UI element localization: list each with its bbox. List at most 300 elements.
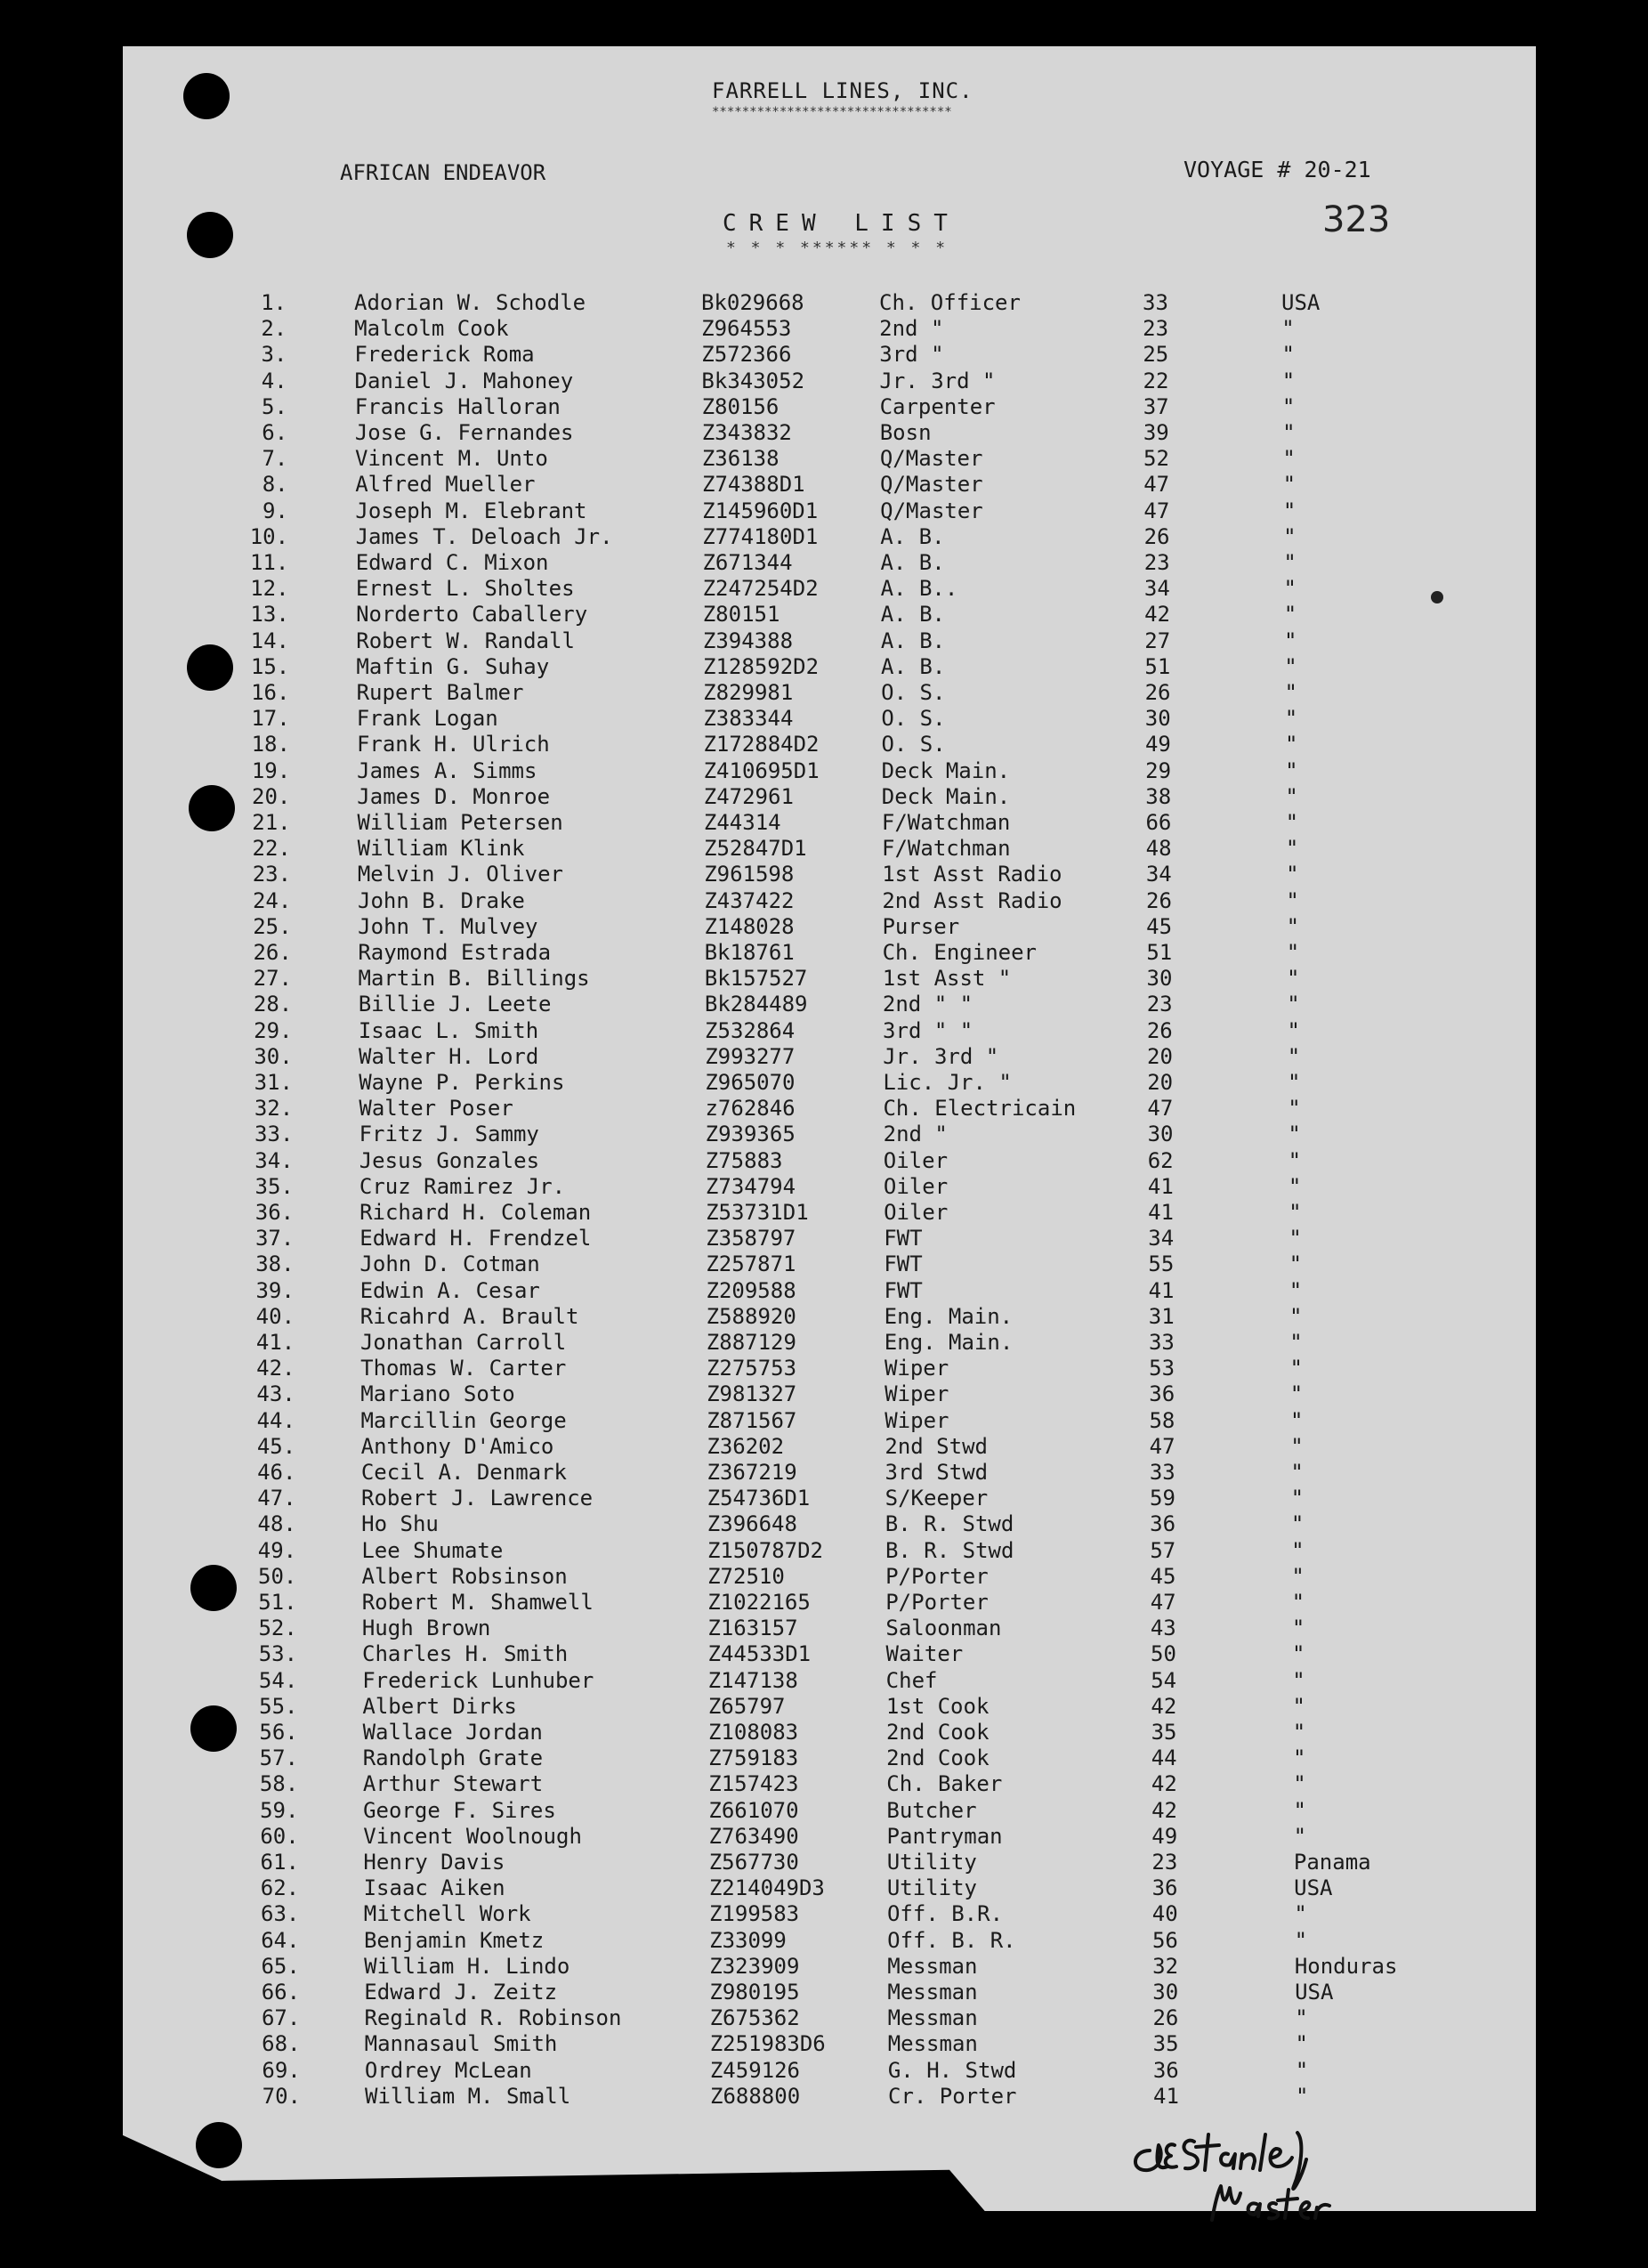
crew-nationality: " xyxy=(1290,1460,1304,1485)
crew-rating: Deck Main. xyxy=(881,757,1011,783)
crew-age: 34 xyxy=(1148,1226,1175,1251)
crew-name: Robert W. Randall xyxy=(356,628,575,653)
crew-rating: Q/Master xyxy=(880,472,983,498)
crew-book-no: Z80156 xyxy=(701,393,780,419)
crew-book-no: Bk029668 xyxy=(701,290,804,315)
crew-number: 49. xyxy=(257,1537,297,1563)
crew-name: William H. Lindo xyxy=(364,1953,570,1979)
crew-book-no: Z1022165 xyxy=(707,1590,811,1615)
crew-book-no: Z65797 xyxy=(707,1693,786,1719)
crew-nationality: " xyxy=(1283,523,1297,549)
crew-number: 4. xyxy=(261,368,287,393)
crew-book-no: Z394388 xyxy=(702,628,794,653)
table-row xyxy=(0,1798,1648,1824)
table-row xyxy=(0,1641,1648,1667)
crew-number: 29. xyxy=(254,1017,293,1043)
punch-hole xyxy=(183,73,230,119)
table-row xyxy=(0,498,1648,524)
crew-age: 35 xyxy=(1152,2031,1179,2057)
crew-nationality: " xyxy=(1284,680,1297,705)
crew-book-no: Z257871 xyxy=(706,1251,796,1277)
crew-book-no: Z214049D3 xyxy=(708,1875,825,1901)
crew-name: Anthony D'Amico xyxy=(360,1433,554,1459)
crew-nationality: " xyxy=(1289,1226,1302,1251)
crew-book-no: Z887129 xyxy=(706,1330,796,1355)
crew-rating: Oiler xyxy=(883,1173,949,1199)
crew-name: William M. Small xyxy=(365,2083,571,2109)
crew-age: 33 xyxy=(1143,290,1168,315)
crew-number: 19. xyxy=(251,757,291,783)
table-row xyxy=(0,446,1648,472)
table-row xyxy=(0,836,1648,862)
crew-nationality: " xyxy=(1283,576,1297,602)
crew-number: 40. xyxy=(255,1303,295,1329)
crew-number: 2. xyxy=(261,316,287,342)
crew-book-no: Z147138 xyxy=(707,1667,798,1693)
crew-age: 26 xyxy=(1143,523,1170,549)
crew-nationality: " xyxy=(1284,653,1297,679)
crew-book-no: Z437422 xyxy=(704,887,795,913)
crew-number: 46. xyxy=(257,1460,296,1485)
table-row xyxy=(0,369,1648,394)
crew-rating: 2nd Cook xyxy=(885,1720,990,1745)
crew-nationality: " xyxy=(1281,342,1295,368)
crew-number: 60. xyxy=(260,1823,299,1849)
crew-age: 41 xyxy=(1147,1173,1174,1199)
crew-name: Frank H. Ulrich xyxy=(356,732,550,757)
master-signature xyxy=(1123,2115,1426,2222)
crew-age: 59 xyxy=(1150,1486,1175,1511)
crew-rating: Messman xyxy=(887,1980,978,2005)
crew-rating: A. B. xyxy=(881,653,946,679)
crew-nationality: " xyxy=(1289,1251,1303,1277)
crew-age: 62 xyxy=(1147,1147,1174,1173)
crew-book-no: Z734794 xyxy=(705,1173,796,1199)
crew-name: William Klink xyxy=(357,836,525,862)
crew-book-no: Z774180D1 xyxy=(702,523,819,549)
crew-book-no: Z532864 xyxy=(705,1017,796,1043)
crew-book-no: z762846 xyxy=(705,1096,796,1122)
table-row xyxy=(0,420,1648,446)
crew-age: 34 xyxy=(1143,576,1170,602)
crew-age: 26 xyxy=(1152,2005,1179,2031)
crew-book-no: Z688800 xyxy=(710,2083,801,2109)
crew-age: 33 xyxy=(1148,1330,1175,1355)
crew-age: 38 xyxy=(1145,783,1172,809)
crew-age: 58 xyxy=(1149,1407,1175,1433)
crew-name: Jonathan Carroll xyxy=(359,1330,567,1355)
table-row xyxy=(0,576,1648,602)
crew-name: Billie J. Leete xyxy=(358,992,552,1017)
crew-rating: 2nd Asst Radio xyxy=(882,887,1062,913)
crew-rating: Wiper xyxy=(885,1381,949,1407)
crew-name: Walter Poser xyxy=(359,1096,513,1122)
crew-name: Vincent Woolnough xyxy=(363,1823,582,1849)
crew-name: Edward C. Mixon xyxy=(355,550,549,575)
crew-nationality: Honduras xyxy=(1294,1953,1398,1979)
table-row xyxy=(0,1875,1648,1901)
crew-number: 50. xyxy=(258,1563,297,1589)
table-row xyxy=(0,1278,1648,1304)
crew-number: 10. xyxy=(249,523,289,549)
crew-name: Reginald R. Robinson xyxy=(364,2005,622,2031)
crew-nationality: " xyxy=(1294,1901,1307,1927)
crew-nationality: " xyxy=(1292,1746,1306,1771)
crew-number: 63. xyxy=(261,1901,300,1927)
crew-number: 26. xyxy=(253,940,292,965)
crew-book-no: Z199583 xyxy=(708,1901,800,1927)
crew-age: 49 xyxy=(1151,1823,1178,1849)
crew-nationality: " xyxy=(1292,1641,1305,1667)
crew-name: Joseph M. Elebrant xyxy=(355,498,587,523)
crew-nationality: " xyxy=(1296,2083,1309,2109)
crew-book-no: Z52847D1 xyxy=(704,836,807,862)
crew-nationality: " xyxy=(1289,1407,1304,1433)
crew-nationality: " xyxy=(1288,1096,1301,1122)
crew-nationality: " xyxy=(1287,966,1300,992)
crew-number: 20. xyxy=(252,783,291,809)
crew-age: 42 xyxy=(1151,1693,1177,1719)
crew-name: John T. Mulvey xyxy=(358,913,538,939)
crew-number: 54. xyxy=(258,1667,298,1693)
crew-name: Marcillin George xyxy=(360,1407,567,1433)
crew-name: Mariano Soto xyxy=(360,1381,515,1407)
crew-book-no: Z75883 xyxy=(705,1147,783,1173)
crew-name: Isaac L. Smith xyxy=(358,1017,539,1043)
crew-age: 23 xyxy=(1146,992,1173,1017)
crew-number: 35. xyxy=(254,1173,294,1199)
crew-rating: Q/Master xyxy=(879,446,983,472)
crew-number: 9. xyxy=(262,498,288,523)
table-row xyxy=(0,1434,1648,1460)
crew-nationality: " xyxy=(1285,757,1298,783)
crew-age: 20 xyxy=(1147,1043,1173,1069)
crew-nationality: " xyxy=(1293,1823,1307,1849)
crew-age: 47 xyxy=(1149,1433,1175,1459)
crew-number: 33. xyxy=(254,1122,294,1147)
crew-book-no: Z588920 xyxy=(706,1303,796,1329)
crew-name: Benjamin Kmetz xyxy=(363,1927,545,1953)
crew-nationality: " xyxy=(1289,1303,1303,1329)
crew-number: 14. xyxy=(250,628,289,653)
table-row xyxy=(0,654,1648,680)
crew-book-no: Z871567 xyxy=(707,1407,797,1433)
crew-nationality: " xyxy=(1289,1381,1304,1407)
crew-age: 52 xyxy=(1143,446,1169,472)
crew-number: 44. xyxy=(256,1407,295,1433)
crew-age: 22 xyxy=(1143,368,1169,393)
crew-book-no: Z829981 xyxy=(703,680,794,705)
crew-number: 64. xyxy=(261,1927,300,1953)
company-underline: ******************************** xyxy=(712,105,952,119)
crew-age: 36 xyxy=(1151,1875,1178,1901)
crew-age: 20 xyxy=(1147,1070,1174,1095)
crew-rating: Purser xyxy=(882,913,960,939)
crew-age: 45 xyxy=(1146,913,1173,939)
crew-name: Edward J. Zeitz xyxy=(364,1980,558,2005)
crew-rating: Wiper xyxy=(885,1407,949,1433)
table-row xyxy=(0,1251,1648,1277)
table-row xyxy=(0,732,1648,757)
crew-rating: Eng. Main. xyxy=(884,1330,1014,1355)
crew-age: 44 xyxy=(1151,1746,1177,1771)
table-row xyxy=(0,290,1648,316)
crew-number: 15. xyxy=(250,653,290,679)
crew-nationality: USA xyxy=(1294,1875,1333,1901)
crew-number: 36. xyxy=(254,1200,295,1225)
crew-age: 49 xyxy=(1144,732,1171,757)
crew-book-no: Z148028 xyxy=(704,913,795,939)
crew-nationality: " xyxy=(1289,1330,1303,1355)
crew-name: Charles H. Smith xyxy=(362,1641,569,1667)
crew-number: 41. xyxy=(255,1330,295,1355)
crew-number: 3. xyxy=(261,342,287,368)
crew-name: Adorian W. Schodle xyxy=(354,290,586,315)
crew-nationality: " xyxy=(1293,1797,1306,1823)
crew-nationality: " xyxy=(1281,368,1296,393)
table-row xyxy=(0,940,1648,966)
voyage-number: VOYAGE # 20-21 xyxy=(1183,157,1371,182)
crew-book-no: Z358797 xyxy=(706,1226,796,1251)
crew-book-no: Z80151 xyxy=(702,602,780,628)
crew-rating: A. B. xyxy=(880,602,945,628)
crew-number: 16. xyxy=(251,680,290,705)
crew-book-no: Z44314 xyxy=(703,810,781,835)
crew-book-no: Z36138 xyxy=(701,446,780,472)
crew-rating: Oiler xyxy=(884,1200,949,1225)
crew-nationality: " xyxy=(1291,1537,1305,1563)
crew-rating: Jr. 3rd " xyxy=(883,1043,999,1069)
crew-number: 56. xyxy=(259,1720,298,1745)
crew-book-no: Z54736D1 xyxy=(707,1486,811,1511)
crew-age: 41 xyxy=(1148,1200,1174,1225)
crew-rating: FWT xyxy=(884,1226,923,1251)
crew-nationality: " xyxy=(1292,1720,1306,1745)
table-row xyxy=(0,914,1648,940)
crew-name: Jose G. Fernandes xyxy=(354,420,574,445)
table-row xyxy=(0,316,1648,342)
crew-name: Richard H. Coleman xyxy=(359,1200,592,1225)
crew-number: 30. xyxy=(254,1043,293,1069)
crew-number: 52. xyxy=(258,1616,297,1641)
crew-nationality: " xyxy=(1291,1616,1305,1641)
crew-name: Mitchell Work xyxy=(363,1901,531,1927)
crew-nationality: " xyxy=(1292,1667,1305,1693)
crew-number: 61. xyxy=(260,1850,299,1875)
crew-book-no: Bk18761 xyxy=(704,940,795,965)
company-name: FARRELL LINES, INC. xyxy=(712,78,973,103)
crew-rating: 2nd " " xyxy=(882,992,973,1017)
crew-nationality: " xyxy=(1285,783,1298,809)
table-row xyxy=(0,1018,1648,1044)
page-title: CREW LIST xyxy=(723,210,960,237)
crew-name: Rupert Balmer xyxy=(356,680,524,705)
crew-name: Martin B. Billings xyxy=(358,966,590,992)
crew-age: 30 xyxy=(1146,966,1173,992)
table-row xyxy=(0,1486,1648,1511)
crew-rating: Off. B.R. xyxy=(886,1901,1004,1927)
crew-name: John D. Cotman xyxy=(359,1251,540,1277)
crew-rating: Ch. Baker xyxy=(886,1771,1003,1797)
crew-nationality: " xyxy=(1284,732,1298,757)
table-row xyxy=(0,1044,1648,1070)
table-row xyxy=(0,394,1648,420)
crew-age: 57 xyxy=(1150,1537,1176,1563)
table-row xyxy=(0,1980,1648,2005)
crew-name: Edwin A. Cesar xyxy=(359,1277,540,1303)
crew-rating: Butcher xyxy=(886,1797,977,1823)
crew-rating: F/Watchman xyxy=(881,810,1011,835)
crew-nationality: " xyxy=(1282,446,1296,472)
crew-age: 51 xyxy=(1146,940,1173,965)
crew-name: James D. Monroe xyxy=(357,783,551,809)
crew-nationality: USA xyxy=(1295,1980,1334,2005)
punch-hole xyxy=(187,212,233,258)
crew-name: George F. Sires xyxy=(363,1797,556,1823)
crew-name: Henry Davis xyxy=(363,1850,505,1875)
crew-name: Robert J. Lawrence xyxy=(361,1486,594,1511)
crew-number: 47. xyxy=(257,1486,296,1511)
crew-name: Daniel J. Mahoney xyxy=(354,368,574,393)
crew-number: 1. xyxy=(261,290,287,315)
table-row xyxy=(0,1824,1648,1850)
crew-name: Thomas W. Carter xyxy=(360,1356,567,1381)
crew-book-no: Z108083 xyxy=(707,1720,799,1745)
crew-number: 22. xyxy=(252,836,291,862)
table-row xyxy=(0,1460,1648,1486)
table-row xyxy=(0,1304,1648,1330)
crew-book-no: Z33099 xyxy=(709,1927,787,1953)
crew-rating: Carpenter xyxy=(879,393,996,419)
crew-age: 47 xyxy=(1143,498,1170,523)
table-row xyxy=(0,550,1648,576)
crew-name: Jesus Gonzales xyxy=(359,1147,540,1173)
crew-rating: Lic. Jr. " xyxy=(883,1070,1012,1095)
crew-name: Ordrey McLean xyxy=(364,2057,532,2083)
crew-age: 56 xyxy=(1151,1927,1178,1953)
crew-book-no: Z763490 xyxy=(708,1823,799,1849)
table-row xyxy=(0,1771,1648,1797)
crew-rating: G. H. Stwd xyxy=(887,2057,1017,2083)
table-row xyxy=(0,1746,1648,1771)
table-row xyxy=(0,1226,1648,1251)
crew-name: Randolph Grate xyxy=(362,1746,544,1771)
crew-number: 21. xyxy=(252,810,291,835)
table-row xyxy=(0,602,1648,628)
crew-book-no: Z981327 xyxy=(707,1381,797,1407)
table-row xyxy=(0,1720,1648,1746)
crew-book-no: Z72510 xyxy=(707,1563,785,1589)
crew-nationality: " xyxy=(1287,992,1300,1017)
crew-rating: O. S. xyxy=(881,706,946,732)
crew-rating: 2nd " xyxy=(883,1122,948,1147)
crew-number: 39. xyxy=(255,1277,295,1303)
crew-nationality: " xyxy=(1295,2057,1309,2083)
crew-number: 58. xyxy=(259,1771,299,1797)
crew-rating: F/Watchman xyxy=(882,836,1011,862)
crew-rating: Ch. Electricain xyxy=(883,1096,1077,1122)
crew-number: 17. xyxy=(251,706,290,732)
crew-rating: O. S. xyxy=(881,680,946,705)
crew-age: 23 xyxy=(1151,1850,1178,1875)
crew-rating: A. B. xyxy=(880,523,945,549)
crew-book-no: Z383344 xyxy=(703,706,794,732)
table-row xyxy=(0,628,1648,654)
crew-rating: 1st Cook xyxy=(885,1693,990,1719)
crew-rating: Messman xyxy=(887,1953,978,1979)
crew-age: 26 xyxy=(1146,887,1172,913)
crew-number: 32. xyxy=(254,1096,294,1122)
crew-name: James A. Simms xyxy=(357,757,537,783)
crew-book-no: Z275753 xyxy=(706,1356,797,1381)
crew-age: 48 xyxy=(1145,836,1172,862)
crew-number: 65. xyxy=(261,1953,300,1979)
crew-age: 55 xyxy=(1148,1251,1175,1277)
crew-book-no: Bk157527 xyxy=(704,966,808,992)
crew-name: Francis Halloran xyxy=(354,393,561,419)
crew-name: Alfred Mueller xyxy=(355,472,536,498)
crew-age: 66 xyxy=(1145,810,1172,835)
crew-name: John B. Drake xyxy=(358,887,525,913)
crew-nationality: " xyxy=(1290,1486,1305,1511)
crew-age: 47 xyxy=(1150,1590,1176,1615)
crew-nationality: " xyxy=(1282,472,1297,498)
crew-book-no: Z661070 xyxy=(708,1797,799,1823)
table-row xyxy=(0,888,1648,914)
crew-nationality: " xyxy=(1286,862,1299,887)
crew-rating: Jr. 3rd " xyxy=(879,368,996,393)
crew-number: 43. xyxy=(256,1381,295,1407)
crew-name: Lee Shumate xyxy=(361,1537,504,1563)
crew-nationality: " xyxy=(1283,550,1297,575)
table-row xyxy=(0,1122,1648,1147)
page-number: 323 xyxy=(1322,199,1391,240)
crew-age: 47 xyxy=(1147,1096,1174,1122)
table-row xyxy=(0,810,1648,836)
crew-rating: 2nd Cook xyxy=(886,1746,990,1771)
crew-number: 59. xyxy=(260,1797,299,1823)
crew-name: Ernest L. Sholtes xyxy=(355,576,575,602)
crew-name: Arthur Stewart xyxy=(362,1771,544,1797)
crew-name: Frank Logan xyxy=(356,706,498,732)
crew-age: 25 xyxy=(1143,342,1169,368)
crew-nationality: " xyxy=(1289,1200,1302,1225)
crew-rating: Saloonman xyxy=(885,1616,1002,1641)
crew-age: 30 xyxy=(1152,1980,1179,2005)
crew-name: Albert Robsinson xyxy=(361,1563,568,1589)
crew-rating: Waiter xyxy=(885,1641,964,1667)
crew-number: 28. xyxy=(253,992,293,1017)
crew-rating: A. B. xyxy=(880,628,946,653)
crew-nationality: " xyxy=(1286,940,1300,965)
crew-book-no: Z572366 xyxy=(701,342,792,368)
crew-book-no: Z410695D1 xyxy=(703,757,820,783)
table-row xyxy=(0,1564,1648,1590)
crew-book-no: Z209588 xyxy=(706,1277,796,1303)
crew-name: Norderto Caballery xyxy=(356,602,588,628)
crew-number: 5. xyxy=(262,393,287,419)
crew-rating: B. R. Stwd xyxy=(885,1537,1014,1563)
crew-rating: 2nd Stwd xyxy=(885,1433,988,1459)
table-row xyxy=(0,1616,1648,1641)
table-row xyxy=(0,862,1648,887)
crew-nationality: " xyxy=(1281,316,1295,342)
crew-rating: A. B. xyxy=(880,550,945,575)
crew-rating: Chef xyxy=(885,1667,938,1693)
crew-book-no: Z459126 xyxy=(709,2057,800,2083)
crew-nationality: " xyxy=(1291,1563,1305,1589)
crew-number: 48. xyxy=(257,1511,296,1537)
